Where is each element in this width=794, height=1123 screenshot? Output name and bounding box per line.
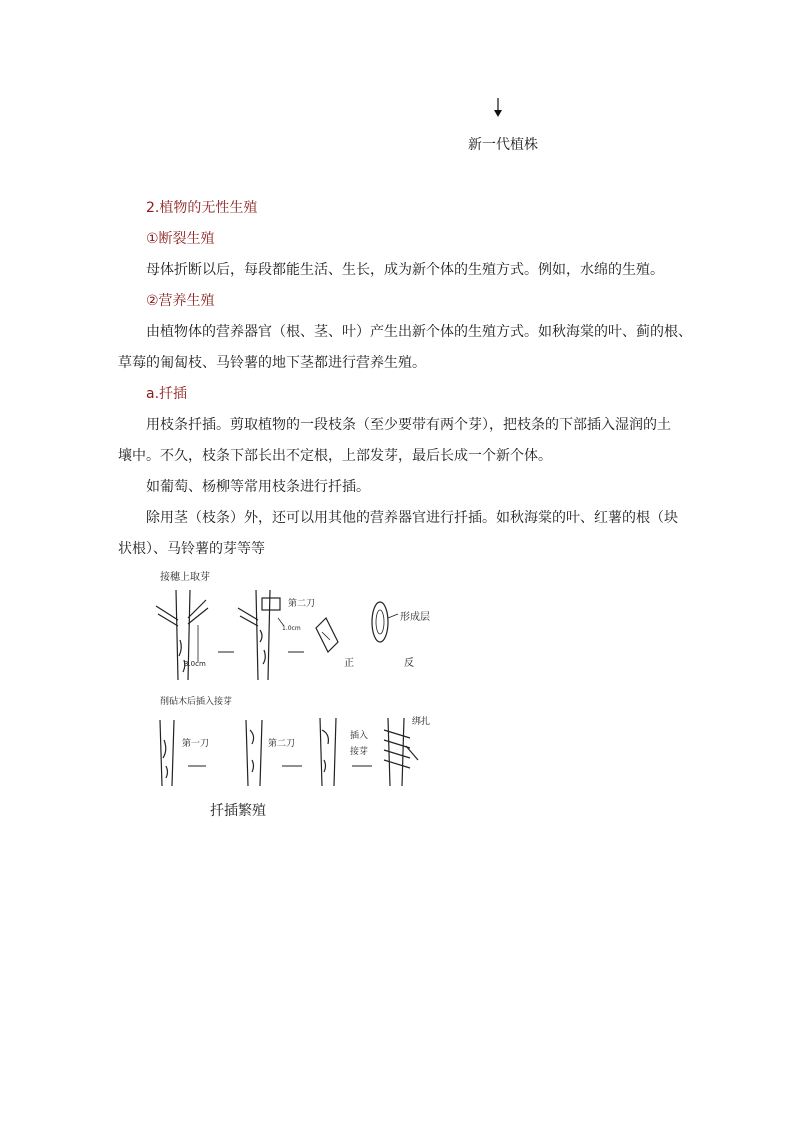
fig-label-front: 正 <box>344 658 354 669</box>
section-heading: 2.植物的无性生殖 <box>146 200 258 216</box>
branch-drawing-4 <box>246 720 262 786</box>
fig-label-cambium: 形成层 <box>400 612 430 623</box>
fig-label-1cm: 1.0cm <box>282 625 301 632</box>
bud-oval-drawing <box>372 602 398 642</box>
bud-chip-drawing <box>316 618 338 652</box>
fig-label-top: 接穗上取芽 <box>160 572 210 583</box>
cutting-p3-line2: 状根）、马铃薯的芽等等 <box>118 541 265 557</box>
branch-drawing-3 <box>160 720 174 786</box>
subheading-cutting: a.扦插 <box>146 386 188 402</box>
fig-label-bottom: 削砧木后插入接芽 <box>160 697 233 707</box>
fig-label-back: 反 <box>404 658 414 669</box>
cutting-p3-line1: 除用茎（枝条）外，还可以用其他的营养器官进行扦插。如秋海棠的叶、红薯的根（块 <box>146 510 678 526</box>
branch-drawing-6 <box>384 718 418 786</box>
fig-label-insert: 插入 <box>350 731 369 741</box>
result-label: 新一代植株 <box>468 137 538 153</box>
subheading-vegetative: ②营养生殖 <box>146 293 215 309</box>
cutting-p1-line2: 壤中。不久，枝条下部长出不定根，上部发芽，最后长成一个新个体。 <box>118 448 552 464</box>
branch-drawing-5 <box>320 718 336 786</box>
figure-caption: 扦插繁殖 <box>210 803 266 819</box>
subheading-fragmentation: ①断裂生殖 <box>146 231 215 247</box>
fig-label-first-cut: 第一刀 <box>182 739 210 749</box>
fig-label-tie: 绑扎 <box>412 717 431 727</box>
cutting-p1-line1: 用枝条扦插。剪取植物的一段枝条（至少要带有两个芽），把枝条的下部插入湿润的土 <box>146 417 671 433</box>
vegetative-text-line1: 由植物体的营养器官（根、茎、叶）产生出新个体的生殖方式。如秋海棠的叶、蓟的根、 <box>146 324 692 340</box>
fig-label-second-cut-2: 第二刀 <box>268 739 296 749</box>
fig-label-second-cut: 第二刀 <box>288 599 316 609</box>
fig-label-bud: 接芽 <box>350 747 369 757</box>
vegetative-text-line2: 草莓的匍匐枝、马铃薯的地下茎都进行营养生殖。 <box>118 355 426 371</box>
cutting-p2: 如葡萄、杨柳等常用枝条进行扦插。 <box>146 479 370 495</box>
branch-drawing-2 <box>238 590 284 680</box>
fig-label-3cm: 3.0cm <box>184 660 206 668</box>
fragmentation-text: 母体折断以后，每段都能生活、生长，成为新个体的生殖方式。例如，水绵的生殖。 <box>146 262 664 278</box>
down-arrow-icon <box>492 98 504 118</box>
grafting-illustration <box>148 570 448 792</box>
